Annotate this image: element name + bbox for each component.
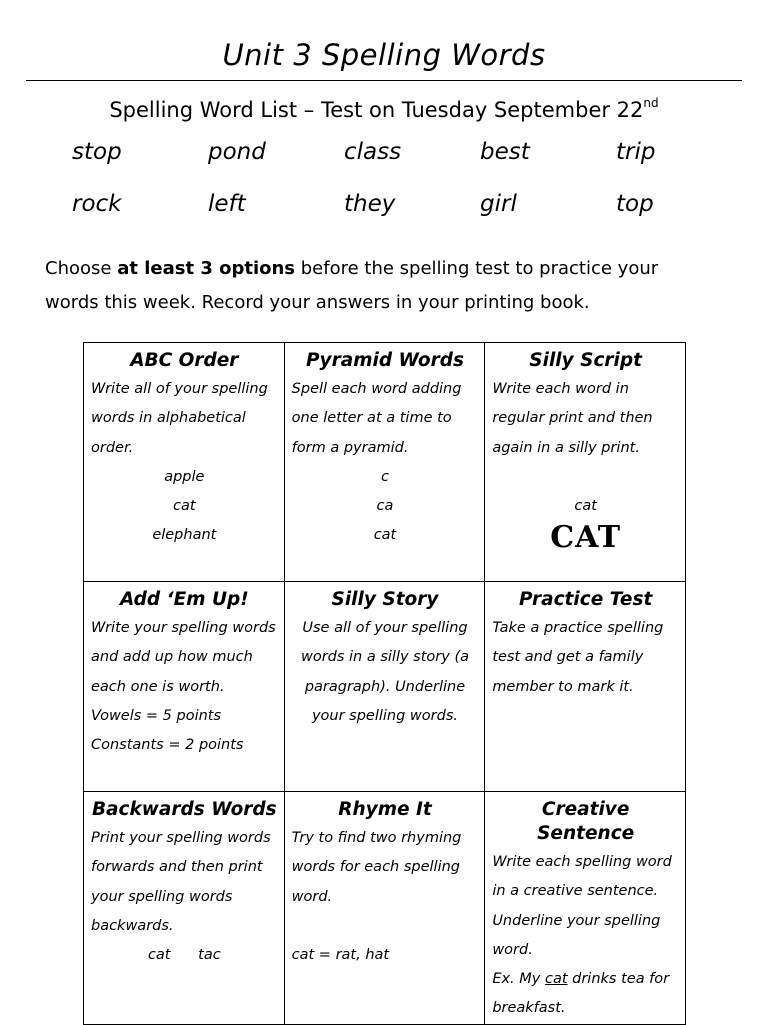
backwards-example: cat tac — [147, 947, 221, 964]
example-word: apple — [164, 468, 205, 485]
page-title: Unit 3 Spelling Words — [222, 38, 546, 72]
activity-title: Creative Sentence — [537, 799, 635, 844]
points-rule: Constants = 2 points — [91, 737, 244, 754]
activity-choice-board — [83, 342, 686, 1025]
activity-backwards-words — [84, 792, 285, 1025]
spacer — [492, 463, 679, 492]
activity-title: Practice Test — [518, 589, 653, 610]
activity-silly-script — [485, 343, 686, 582]
activity-description: Try to find two rhyming words for each spelling word. — [291, 830, 462, 905]
activity-practice-test — [485, 582, 686, 792]
spelling-word: left — [208, 191, 246, 217]
points-rule: Vowels = 5 points — [91, 707, 222, 724]
activity-description: Write all of your spelling words in alphabetical order. — [91, 381, 268, 456]
activity-title: ABC Order — [130, 350, 239, 371]
activity-description: Write your spelling words and add up how much each one is worth. — [91, 620, 276, 695]
word-list-heading-text: Spelling Word List – Test on Tuesday September 22 — [109, 98, 644, 122]
example-plain-word: cat — [574, 498, 597, 515]
activity-description: Write each spelling word in a creative sentence. Underline your spelling word. — [492, 854, 672, 958]
instructions-part-1: Choose — [45, 258, 118, 279]
activity-add-em-up — [84, 582, 285, 792]
rhyme-example: cat = rat, hat — [291, 947, 390, 964]
spelling-word: pond — [208, 139, 266, 165]
activity-pyramid-words — [284, 343, 485, 582]
activity-silly-story — [284, 582, 485, 792]
example-word: cat — [173, 498, 196, 515]
spelling-word: class — [344, 139, 402, 165]
pyramid-step: cat — [373, 527, 397, 544]
ordinal-suffix: nd — [643, 96, 659, 110]
pyramid-step: ca — [376, 498, 394, 515]
activity-description: Use all of your spelling words in a silly story (a paragraph). Underline your spelling words. — [300, 620, 469, 724]
spelling-word-list — [72, 136, 692, 220]
activity-description: Write each word in regular print and then again in a silly print. — [492, 381, 653, 456]
example-silly-word: CAT — [550, 520, 622, 556]
activity-title: Pyramid Words — [305, 350, 464, 371]
activity-title: Backwards Words — [91, 799, 277, 820]
title-divider — [26, 80, 742, 81]
instructions-part-2: before the spelling test to practice your words this week. Record your answers in your printing book. — [45, 258, 659, 313]
activity-creative-sentence — [485, 792, 686, 1025]
spelling-word: top — [616, 191, 654, 217]
instructions-emphasis: at least 3 options — [117, 258, 296, 279]
spacer — [292, 912, 479, 941]
spelling-word: they — [344, 191, 396, 217]
activity-description: Take a practice spelling test and get a family member to mark it. — [492, 620, 664, 695]
activity-rhyme-it — [284, 792, 485, 1025]
activity-description: Print your spelling words forwards and then print your spelling words backwards. — [91, 830, 271, 934]
activity-description: Spell each word adding one letter at a time to form a pyramid. — [291, 381, 462, 456]
activity-title: Silly Script — [529, 350, 642, 371]
spelling-word: trip — [616, 139, 656, 165]
example-prefix: Ex. My — [492, 971, 545, 988]
pyramid-step: c — [380, 468, 389, 485]
instructions — [45, 252, 715, 320]
activity-title: Silly Story — [331, 589, 439, 610]
spelling-word: best — [480, 139, 530, 165]
example-suffix: drinks tea for breakfast. — [492, 971, 670, 1017]
activity-title: Rhyme It — [338, 799, 432, 820]
example-underlined-word: cat — [544, 971, 568, 988]
activity-abc-order — [84, 343, 285, 582]
activity-title: Add ‘Em Up! — [119, 589, 249, 610]
creative-example — [492, 965, 679, 1024]
example-word: elephant — [152, 527, 217, 544]
spelling-word: stop — [72, 139, 122, 165]
word-list-heading — [0, 98, 768, 122]
spelling-word: girl — [480, 191, 517, 217]
spelling-word: rock — [72, 191, 122, 217]
